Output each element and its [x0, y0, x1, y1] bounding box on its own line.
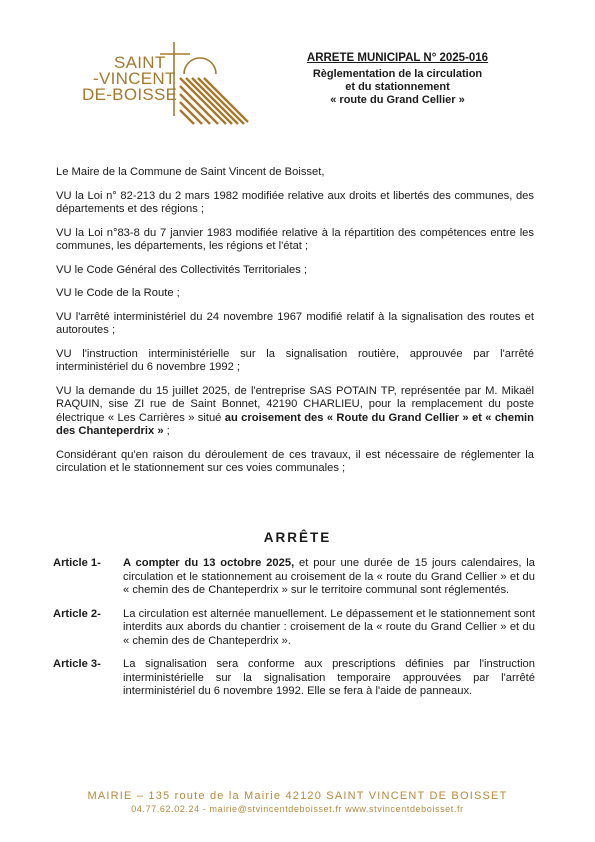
article-label: Article 3-	[53, 658, 101, 670]
footer-contact: 04.77.62.02.24 - mairie@stvincentdeboisset.fr www.stvincentdeboisset.fr	[131, 804, 464, 814]
vu-paragraph: VU l'instruction interministérielle sur la signalisation routière, approuvée par l'arrêté interministériel du 6 novembre 1992 ;	[56, 347, 534, 373]
arrete-heading: ARRÊTE	[263, 530, 332, 545]
logo-line-1: SAINT	[114, 53, 166, 72]
article-label: Article 1-	[53, 557, 101, 569]
vu-request-text: VU la demande du 15 juillet 2025, de l'entreprise SAS POTAIN TP, représentée par M. Mikaël RAQUIN, sise ZI rue de Saint Bonnet, 42190 CHARLIEU, pour la remplacement du poste électrique « Les Carrières » situé	[56, 384, 534, 424]
article-1	[53, 557, 535, 598]
commune-logo	[80, 40, 250, 130]
page-footer	[0, 789, 595, 816]
footer-address: MAIRIE – 135 route de la Mairie 42120 SAINT VINCENT DE BOISSET	[87, 790, 508, 802]
subtitle-line-3: « route du Grand Cellier »	[330, 94, 465, 106]
article-text	[123, 557, 535, 598]
document-title: ARRETE MUNICIPAL N° 2025-016	[306, 52, 489, 64]
article-label: Article 2-	[53, 607, 101, 620]
intro-paragraph: Le Maire de la Commune de Saint Vincent de Boisset,	[56, 166, 325, 178]
article-text: La circulation est alternée manuellement. Le dépassement et le stationnement sont interdits aux abords du chantier : croisement de la « route du Grand Cellier » et du « chemin des de Chanteperdrix ».	[123, 607, 535, 647]
article-3	[53, 658, 535, 699]
article-body: et pour une durée de 15 jours calendaires, la circulation et le stationnement au croisement de la « route du Grand Cellier » et du « chemin des de Chanteperdrix » sur le territoire communal sont réglementés.	[123, 557, 535, 596]
vu-request-location: au croisement des « Route du Grand Cellier » et « chemin des Chanteperdrix »	[56, 411, 534, 437]
subtitle-line-2: et du stationnement	[345, 81, 450, 93]
vu-paragraph: VU le Code Général des Collectivités Territoriales ;	[56, 263, 307, 276]
logo-line-2: -VINCENT	[93, 69, 176, 88]
vu-request-paragraph	[56, 385, 534, 439]
articles-list	[53, 557, 535, 709]
subtitle-line-1: Règlementation de la circulation	[312, 68, 483, 80]
vu-paragraph: VU l'arrêté interministériel du 24 novembre 1967 modifié relatif à la signalisation des routes et autoroutes ;	[56, 310, 534, 336]
article-text: La signalisation sera conforme aux prescriptions définies par l'instruction interministérielle sur la signalisation temporaire approuvées par l'arrêté interministériel du 6 novembre 1992. Elle se fera à l'aide de panneaux.	[123, 658, 535, 697]
vu-paragraph: VU la Loi n°83-8 du 7 janvier 1983 modifiée relative à la répartition des compétences entre les communes, les départements, les régions et l'état ;	[56, 226, 534, 252]
logo-line-3: DE-BOISSE	[82, 85, 178, 104]
considerant-paragraph: Considérant qu'en raison du déroulement de ces travaux, il est nécessaire de réglementer la circulation et le stationnement sur ces voies communales ;	[56, 448, 534, 474]
vu-paragraph: VU le Code de la Route ;	[56, 287, 180, 299]
vu-request-end: ;	[163, 425, 170, 437]
document-body	[56, 166, 534, 486]
article-2	[53, 608, 535, 649]
document-header	[260, 51, 535, 107]
article-date: A compter du 13 octobre 2025,	[123, 557, 295, 569]
vu-paragraph: VU la Loi n° 82-213 du 2 mars 1982 modifiée relative aux droits et libertés des communes, des départements et des régions ;	[56, 189, 534, 215]
